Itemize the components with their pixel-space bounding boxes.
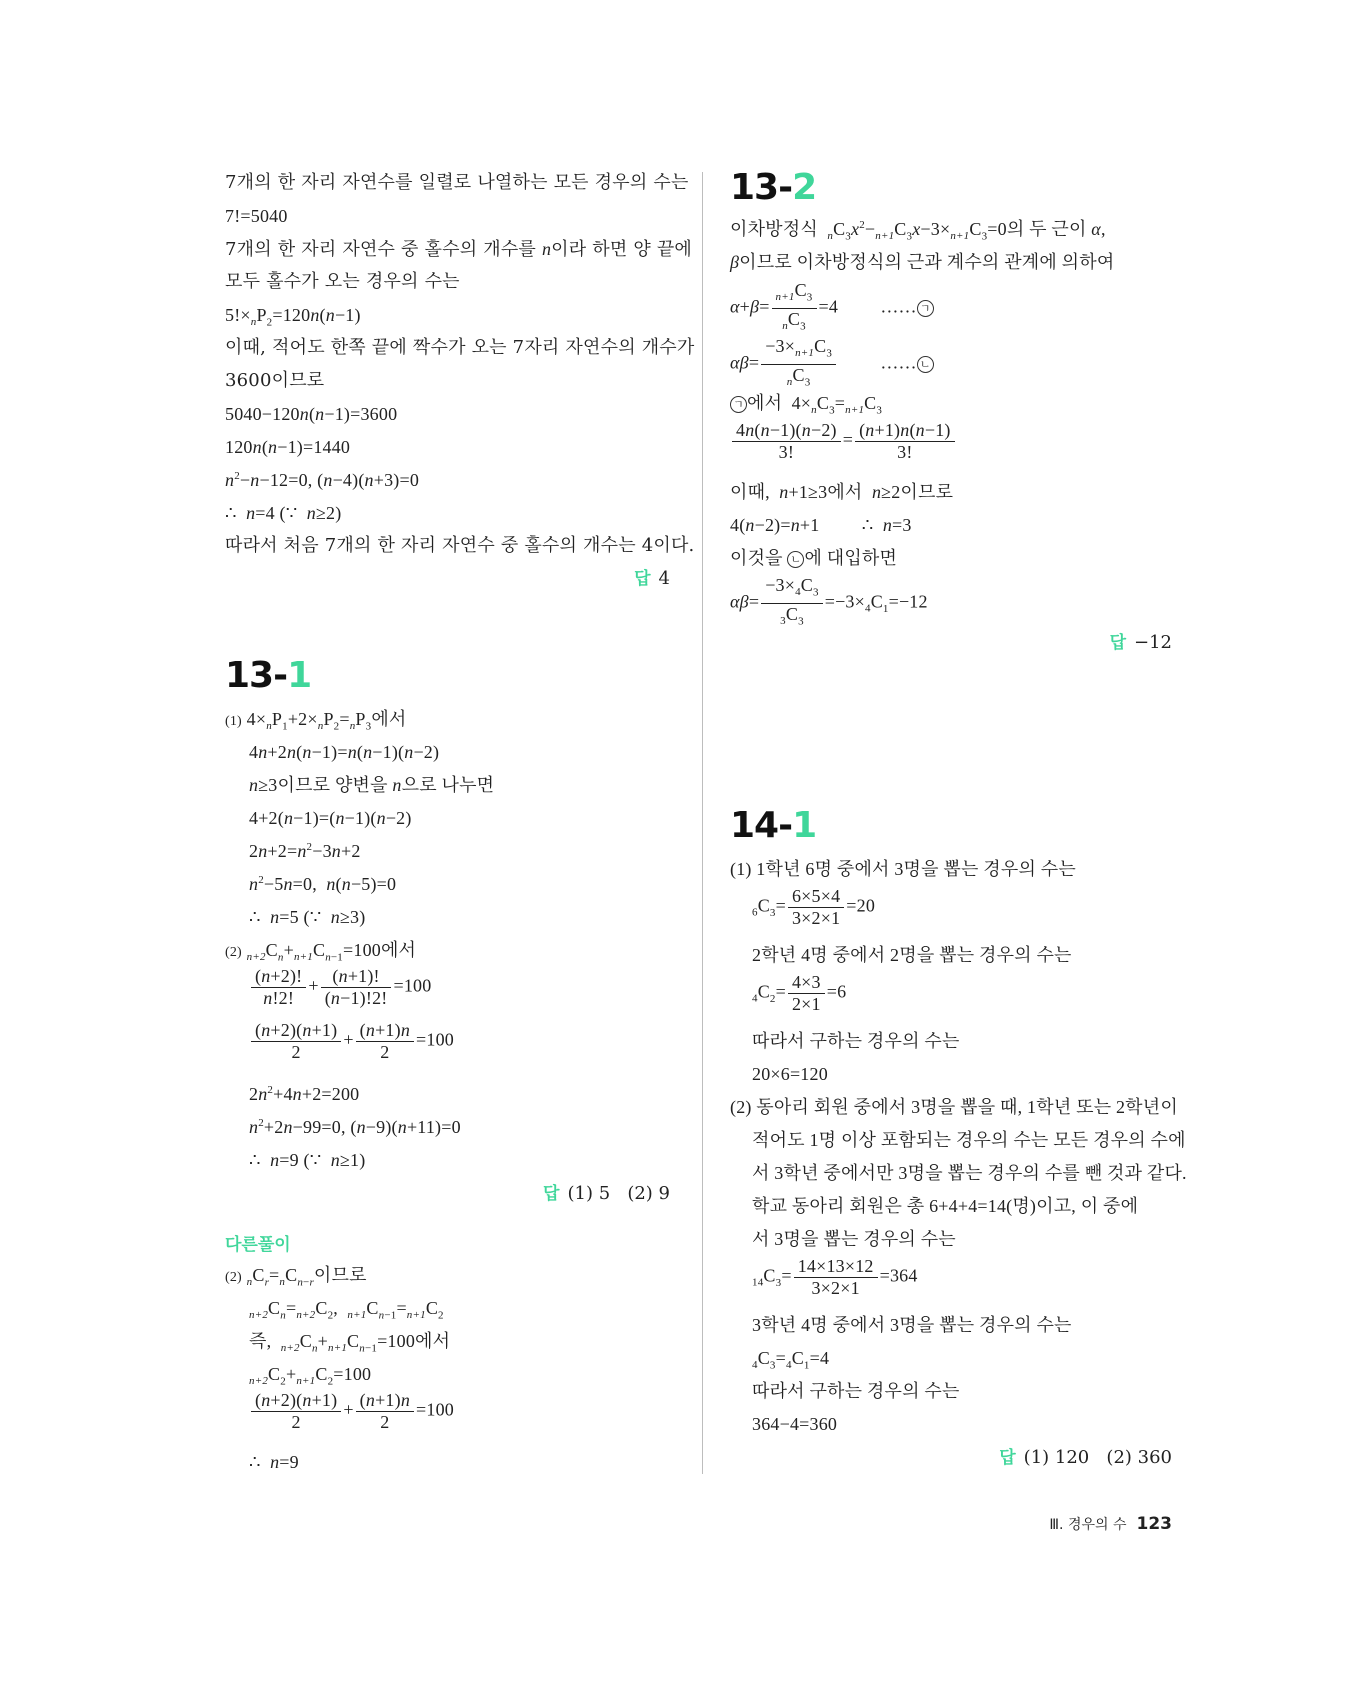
math-line: 4n+2n(n−1)=n(n−1)(n−2) xyxy=(249,742,440,762)
text-line: 3600이므로 xyxy=(225,370,325,391)
fraction-line: α+β= $\frac{_{n+1}C_3}{_nC_3}$ =4 …… ㄱ xyxy=(730,280,934,337)
math-line: $n^2+2n-99=0$, (n−9)(n+11)=0 xyxy=(249,1117,461,1137)
math-line: 5040−120n(n−1)=3600 xyxy=(225,404,398,424)
math-line: $5!\times_nP_2=120n(n-1)$ xyxy=(225,305,361,329)
text-line: 학교 동아리 회원은 총 6+4+4=14(명)이고, 이 중에 xyxy=(752,1196,1139,1216)
math-line: ∴ n=9 (∵ n≥1) xyxy=(249,1150,366,1170)
math-line: (2) $_nC_r=_nC_{n-r}$이므로 xyxy=(225,1265,367,1289)
math-line: (2) $_{n+2}C_n+_{n+1}C_{n-1}=100$에서 xyxy=(225,940,417,964)
math-line: 20×6=120 xyxy=(752,1064,828,1084)
math-line: 4+2(n−1)=(n−1)(n−2) xyxy=(249,808,412,828)
text-line: 따라서 구하는 경우의 수는 xyxy=(752,1381,960,1401)
fraction-line: $_6C_3=$ $\frac{6\times 5\times 4}{3\times 2\times 1}$ =20 xyxy=(752,886,876,928)
math-line: β이므로 이차방정식의 근과 계수의 관계에 의하여 xyxy=(730,252,1115,272)
text-line: 3학년 4명 중에서 3명을 뽑는 경우의 수는 xyxy=(752,1315,1072,1335)
chapter-label: Ⅲ. 경우의 수 xyxy=(1049,1517,1127,1533)
text-line: 이때, 적어도 한쪽 끝에 짝수가 오는 7자리 자연수의 개수가 xyxy=(225,337,695,358)
math-line: $2n+2=n^2-3n+2$ xyxy=(249,841,361,861)
fraction-line: $\frac{(n+2)(n+1)}{2}$ + $\frac{(n+1)n}{2}$ =100 xyxy=(249,1390,454,1433)
alternative-solution-label: 다른풀이 xyxy=(225,1235,291,1255)
math-line: 120n(n−1)=1440 xyxy=(225,437,351,457)
text-line: 서 3명을 뽑는 경우의 수는 xyxy=(752,1229,956,1249)
math-line: 이차방정식 $_nC_3x^2-_{n+1}C_3x-3\times_{n+1}C_3=0$의 두 근이 α, xyxy=(730,219,1106,243)
column-divider xyxy=(702,172,703,1474)
math-line: 즉, $_{n+2}C_n+_{n+1}C_{n-1}=100$에서 xyxy=(249,1331,451,1355)
problem-heading-13-1: 13-1 xyxy=(225,655,312,696)
math-line: $2n^2+4n+2=200$ xyxy=(249,1084,360,1104)
problem-heading-14-1: 14-1 xyxy=(730,805,817,846)
math-line: 7!=5040 xyxy=(225,206,288,226)
text-line: 2학년 4명 중에서 2명을 뽑는 경우의 수는 xyxy=(752,945,1072,965)
math-line: $_{n+2}C_n=_{n+2}C_2$, $_{n+1}C_{n-1}=_{n+1}C_2$ xyxy=(249,1298,444,1322)
text-line: 7개의 한 자리 자연수 중 홀수의 개수를 n이라 하면 양 끝에 xyxy=(225,239,693,260)
text-line: (1) 1학년 6명 중에서 3명을 뽑는 경우의 수는 xyxy=(730,859,1076,879)
fraction-line: $_{14}C_3=$ $\frac{14\times 13\times 12}{3\times 2\times 1}$ =364 xyxy=(752,1256,918,1298)
page-footer xyxy=(1000,1514,1172,1534)
math-line: $_4C_3=_4C_1=4$ xyxy=(752,1348,830,1372)
text-line: 7개의 한 자리 자연수를 일렬로 나열하는 모든 경우의 수는 xyxy=(225,172,689,193)
math-line: 이때, n+1≥3에서 n≥2이므로 xyxy=(730,482,954,502)
answer-14-1: 답 (1) 120 (2) 360 xyxy=(999,1447,1172,1468)
text-line: 따라서 구하는 경우의 수는 xyxy=(752,1031,960,1051)
math-line: n≥3이므로 양변을 n으로 나누면 xyxy=(249,775,495,795)
text-line: 모두 홀수가 오는 경우의 수는 xyxy=(225,271,460,292)
math-line: ∴ n=9 xyxy=(249,1452,299,1472)
math-line: $n^2-n-12=0$, (n−4)(n+3)=0 xyxy=(225,470,420,490)
math-line: ∴ n=4 (∵ n≥2) xyxy=(225,503,342,523)
math-line: $_{n+2}C_2+_{n+1}C_2=100$ xyxy=(249,1364,372,1388)
page-number: 123 xyxy=(1136,1514,1172,1534)
fraction-line: $\frac{(n+2)(n+1)}{2}$ + $\frac{(n+1)n}{2}$ =100 xyxy=(249,1020,454,1063)
math-line: 이것을 ㄴ 에 대입하면 xyxy=(730,548,898,568)
fraction-line: $\frac{(n+2)!}{n!2!}$ + $\frac{(n+1)!}{(n-1)!2!}$ =100 xyxy=(249,966,431,1009)
fraction-line: $\frac{4n(n-1)(n-2)}{3!}$ = $\frac{(n+1)n(n-1)}{3!}$ xyxy=(730,420,957,463)
math-line: ∴ n=5 (∵ n≥3) xyxy=(249,907,366,927)
fraction-line: $_4C_2=$ $\frac{4\times 3}{2\times 1}$ =6 xyxy=(752,972,847,1014)
math-line: $n^2-5n=0$, n(n−5)=0 xyxy=(249,874,397,894)
math-line: 364−4=360 xyxy=(752,1414,838,1434)
problem-heading-13-2: 13-2 xyxy=(730,167,817,208)
fraction-line: αβ= $\frac{-3\times_4C_3}{_3C_3}$ $=-3\times_4C_1=-12$ xyxy=(730,575,928,628)
math-line: ㄱ 에서 $4\times_nC_3=_{n+1}C_3$ xyxy=(730,392,882,421)
text-line: 적어도 1명 이상 포함되는 경우의 수는 모든 경우의 수에 xyxy=(752,1130,1186,1150)
answer-13-2: 답 −12 xyxy=(1109,632,1172,653)
text-line: (2) 동아리 회원 중에서 3명을 뽑을 때, 1학년 또는 2학년이 xyxy=(730,1097,1178,1117)
fraction-line: αβ= $\frac{-3\times_{n+1}C_3}{_nC_3}$ …… ㄴ xyxy=(730,336,934,393)
answer-intro: 답 4 xyxy=(634,568,670,589)
text-line: 서 3학년 중에서만 3명을 뽑는 경우의 수를 뺀 것과 같다. xyxy=(752,1163,1187,1183)
math-line: (1) $4\times_nP_1+2\times_nP_2=_nP_3$에서 xyxy=(225,709,407,733)
answer-13-1: 답 (1) 5 (2) 9 xyxy=(543,1183,670,1204)
math-line: 4(n−2)=n+1 ∴ n=3 xyxy=(730,515,912,535)
text-line: 따라서 처음 7개의 한 자리 자연수 중 홀수의 개수는 4이다. xyxy=(225,535,695,556)
